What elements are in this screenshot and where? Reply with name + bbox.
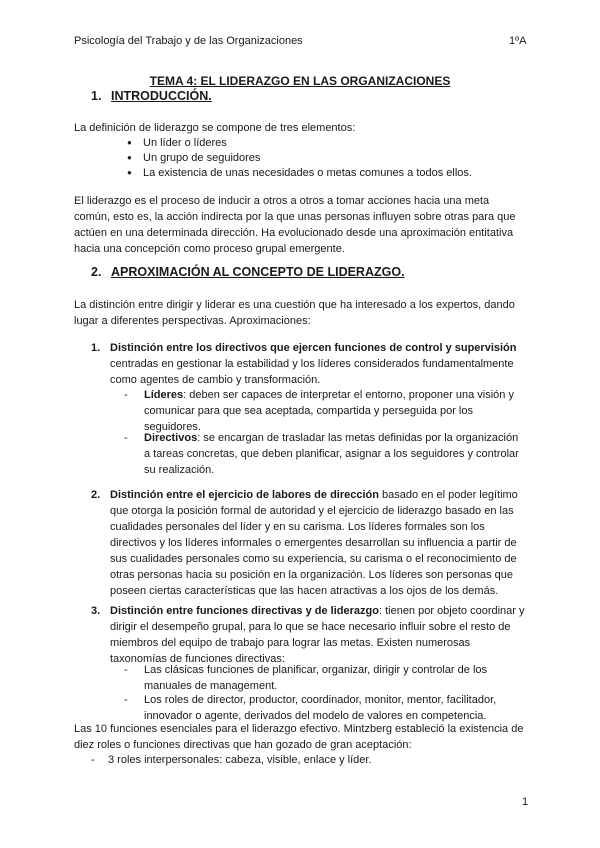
section-1-intro: La definición de liderazgo se compone de tres elementos: [74, 122, 356, 134]
numbered-item-1 [91, 340, 530, 388]
section-2-intro: La distinción entre dirigir y liderar es una cuestión que ha interesado a los expertos, dando lugar a diferentes perspectivas. Aproximaciones: [74, 299, 515, 327]
section-2-title: APROXIMACIÓN AL CONCEPTO DE LIDERAZGO. [111, 265, 405, 279]
sub-item-text: : se encargan de trasladar las metas definidas por la organización a tareas concretas, que deben planificar, asignar a los seguidores y controlar su realización. [144, 432, 519, 476]
header-group: 1ºA [509, 35, 527, 47]
item-3-bold: Distinción entre funciones directivas y de liderazgo [110, 605, 379, 617]
sub-item: - Directivos: se encargan de trasladar las metas definidas por la organización a tareas concretas, que deben planificar, asignar a los seguidores y controlar su realización. [124, 432, 519, 476]
item-2-text: basado en el poder legítimo que otorga la posición formal de autoridad y el ejercicio de liderazgo basado en las cualidades personales del líder y en su carisma. Los líderes formales son los directivos y los líderes informales o emergentes desarrollan su influencia a partir de sus cualidades personales como su experiencia, su carisma o el reconocimiento de otras personas hacia su posición en la organización. Los líderes son personas que poseen ciertas características que las hacen atractivas a los ojos de los demás. [110, 489, 518, 597]
sub-item-text: : deben ser capaces de interpretar el entorno, proponer una visión y comunicar para que sea aceptada, compartida y perseguida por los seguidores. [144, 389, 514, 433]
section-1-title: INTRODUCCIÓN. [111, 89, 212, 103]
section-1-paragraph: El liderazgo es el proceso de inducir a otros a otros a tomar acciones hacia una meta común, esto es, la acción indirecta por la que unas personas influyen sobre otras para que actúen en una determinada dirección. Ha evolucionado desde una aproximación entitativa hacia una concepción como proceso grupal emergente. [74, 195, 516, 255]
page-number: 1 [522, 796, 529, 808]
sub-item: - Líderes: deben ser capaces de interpretar el entorno, proponer una visión y comunicar para que sea aceptada, compartida y perseguida por los seguidores. [124, 389, 514, 433]
item-3-text: : tienen por objeto coordinar y dirigir el desempeño grupal, para lo que se hace necesario influir sobre el resto de miembros del equipo de trabajo para lograr las metas. Existen numerosas taxonomías de funciones directivas: [110, 605, 525, 665]
final-list-text: 3 roles interpersonales: cabeza, visible, enlace y líder. [108, 754, 372, 766]
section-2-heading [91, 265, 405, 279]
header-course-title: Psicología del Trabajo y de las Organizaciones [74, 35, 303, 47]
sub-item-bold: Líderes [144, 389, 184, 401]
sub-item: - Las clásicas funciones de planificar, organizar, dirigir y controlar de los manuales de management. [124, 664, 488, 692]
sub-item: - Los roles de director, productor, coordinador, monitor, mentor, facilitador, innovador o agente, derivados del modelo de valores en competencia. [124, 694, 497, 722]
list-item: ● La existencia de unas necesidades o metas comunes a todos ellos. [143, 165, 472, 181]
list-item: ● Un grupo de seguidores [143, 150, 260, 166]
item-1-bold: Distinción entre los directivos que ejercen funciones de control y supervisión [110, 342, 517, 354]
final-list-item: - 3 roles interpersonales: cabeza, visible, enlace y líder. [91, 754, 372, 766]
item-1-text: centradas en gestionar la estabilidad y los líderes considerados fundamentalmente como agentes de cambio y transformación. [110, 358, 514, 386]
numbered-item-2 [91, 487, 530, 599]
section-2-number: 2. [91, 265, 102, 279]
item-1-number: 1. [91, 342, 101, 354]
list-item: ● Un líder o líderes [143, 135, 227, 151]
sub-item-bold: Directivos [144, 432, 198, 444]
numbered-item-3 [91, 603, 530, 667]
closing-paragraph: Las 10 funciones esenciales para el liderazgo efectivo. Mintzberg estableció la existencia de diez roles o funciones directivas que han gozado de gran aceptación: [74, 723, 524, 751]
sub-item-text: Las clásicas funciones de planificar, organizar, dirigir y controlar de los manuales de management. [144, 664, 488, 692]
section-1-number: 1. [91, 89, 102, 103]
item-3-number: 3. [91, 605, 101, 617]
item-2-number: 2. [91, 489, 101, 501]
sub-item-text: Los roles de director, productor, coordinador, monitor, mentor, facilitador, innovador o agente, derivados del modelo de valores en competencia. [144, 694, 497, 722]
section-1-heading [91, 89, 212, 103]
document-title: TEMA 4: EL LIDERAZGO EN LAS ORGANIZACIONES [149, 74, 451, 88]
item-2-bold: Distinción entre el ejercicio de labores de dirección [110, 489, 379, 501]
